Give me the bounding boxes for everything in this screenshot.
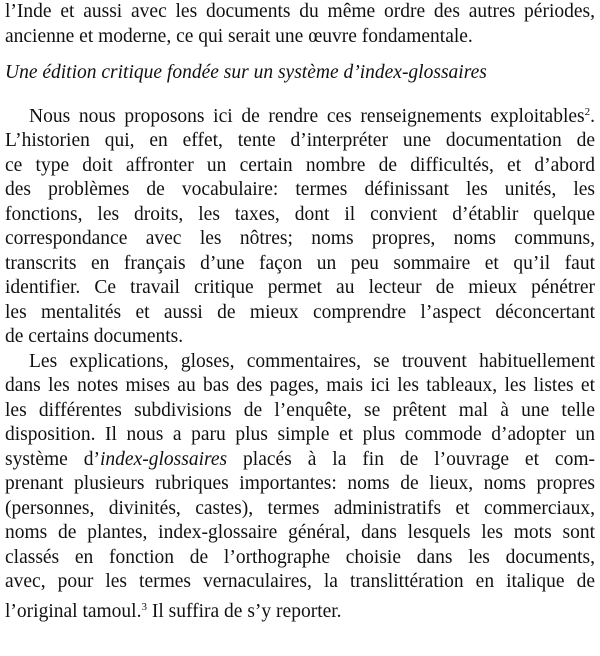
text-line	[5, 100, 595, 130]
text-line: dans les notes mises au bas des pages, mais ici les tableaux, les listes et	[5, 375, 595, 396]
paragraph-1	[5, 100, 595, 350]
text-line: l’Inde et aussi avec les documents du même ordre des autres périodes,	[5, 1, 595, 22]
text-line: L’historien qui, en effet, tente d’interpréter une documentation de	[5, 130, 595, 151]
text-line: des problèmes de vocabulaire: termes définissant les unités, les	[5, 179, 595, 200]
text-line: Les explications, gloses, commentaires, se trouvent habituellement	[29, 350, 595, 372]
footnote-ref: 2	[584, 105, 591, 118]
text-line: correspondance avec les nôtres; noms propres, noms communs,	[5, 228, 595, 249]
footnote-ref: 3	[141, 600, 147, 613]
text-line: identifier. Ce travail critique permet au lecteur de mieux pénétrer	[5, 277, 595, 298]
text-line: classés en fonction de l’orthographe choisie dans les documents,	[5, 546, 595, 568]
paragraph-2	[5, 350, 595, 625]
section-heading: Une édition critique fondée sur un système d’index-glossaires	[5, 62, 487, 83]
document-page	[5, 0, 595, 624]
text-line	[5, 595, 595, 625]
text-span: placés à la fin de l’ouvrage et com-	[227, 448, 595, 470]
text-span: système d’	[5, 448, 101, 470]
text-span: .	[590, 105, 595, 127]
text-line: de certains documents.	[5, 326, 184, 347]
text-line: avec, pour les termes vernaculaires, la translittération en italique de	[5, 571, 595, 592]
text-span: l’original tamoul.	[5, 600, 142, 622]
text-line: prenant plusieurs rubriques importantes: noms de lieux, noms propres	[5, 473, 595, 494]
text-line: fonctions, les droits, les taxes, dont il convient d’établir quelque	[5, 203, 595, 225]
text-line: disposition. Il nous a paru plus simple et plus commode d’adopter un	[5, 424, 595, 445]
italic-term: index-glossaires	[100, 448, 228, 470]
text-line: les différentes subdivisions de l’enquête, se prêtent mal à une telle	[5, 399, 595, 421]
text-line: les mentalités et aussi de mieux comprendre l’aspect déconcertant	[5, 301, 595, 323]
text-line: transcrits en français d’une façon un peu sommaire et qu’il faut	[5, 252, 595, 274]
text-span: Nous nous proposons ici de rendre ces renseignements exploitables	[29, 105, 585, 127]
intro-paragraph	[5, 0, 595, 49]
text-line	[5, 448, 595, 473]
text-span: Il suffira de s’y reporter.	[146, 600, 342, 622]
text-line: (personnes, divinités, castes), termes administratifs et commerciaux,	[5, 497, 595, 519]
text-line: ce type doit affronter un certain nombre de difficultés, et d’abord	[5, 154, 595, 176]
text-line: ancienne et moderne, ce qui serait une œuvre fondamentale.	[5, 25, 473, 47]
text-line: noms de plantes, index-glossaire général, dans lesquels les mots sont	[5, 522, 595, 543]
